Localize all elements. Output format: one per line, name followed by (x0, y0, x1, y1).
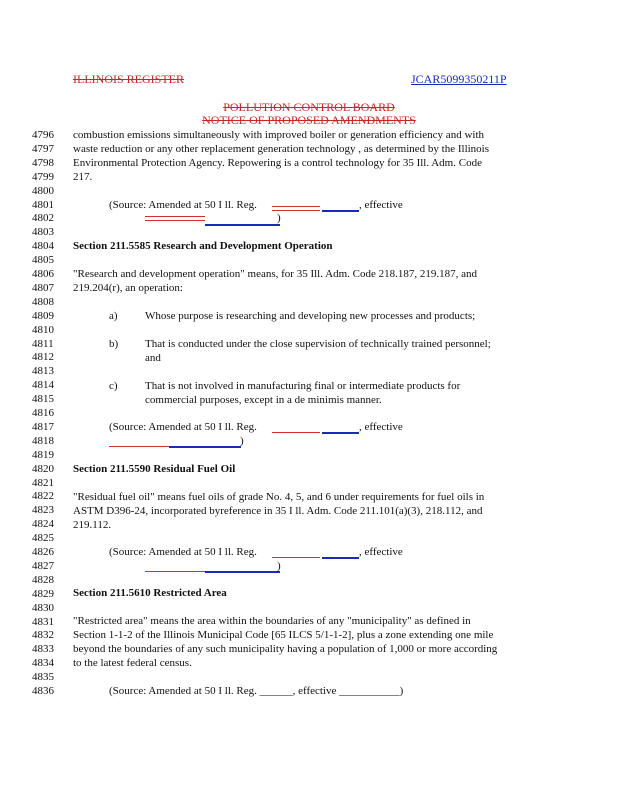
inserted-reg-blank (322, 432, 359, 434)
line-number: 4810 (32, 324, 54, 336)
line-number: 4826 (32, 546, 54, 558)
list-label: c) (109, 380, 118, 392)
deleted-reg-blank (272, 432, 320, 433)
effective-label: , effective (359, 421, 403, 433)
line-number: 4800 (32, 185, 54, 197)
line-number: 4808 (32, 296, 54, 308)
close-paren: ) (277, 560, 281, 572)
line-number: 4813 (32, 365, 54, 377)
line-number: 4801 (32, 199, 54, 211)
list-label: a) (109, 310, 118, 322)
line-number: 4816 (32, 407, 54, 419)
body-line: Environmental Protection Agency. Repowering is a control technology for 35 Ill. Adm. Code (73, 157, 482, 169)
line-number: 4831 (32, 616, 54, 628)
body-line: combustion emissions simultaneously with improved boiler or generation efficiency and with (73, 129, 484, 141)
line-number: 4812 (32, 351, 54, 363)
source-note-final: (Source: Amended at 50 I ll. Reg. ______, effective ___________) (109, 685, 404, 697)
register-title: ILLINOIS REGISTER (73, 72, 184, 86)
line-number: 4797 (32, 143, 54, 155)
line-number: 4832 (32, 629, 54, 641)
deleted-reg-blank (272, 557, 320, 558)
body-line: beyond the boundaries of any such municipality having a population of 1,000 or more according (73, 643, 498, 655)
line-number: 4828 (32, 574, 54, 586)
line-number: 4823 (32, 504, 54, 516)
section-heading: Section 211.5585 Research and Development Operation (73, 240, 333, 252)
line-number: 4830 (32, 602, 54, 614)
line-number: 4806 (32, 268, 54, 280)
body-line: 219.204(r), an operation: (73, 282, 183, 294)
line-number: 4803 (32, 226, 54, 238)
line-number: 4836 (32, 685, 54, 697)
line-number: 4833 (32, 643, 54, 655)
line-number: 4817 (32, 421, 54, 433)
line-number: 4799 (32, 171, 54, 183)
list-item: Whose purpose is researching and developing new processes and products; (145, 310, 476, 322)
list-item: and (145, 352, 161, 364)
line-number: 4820 (32, 463, 54, 475)
line-number: 4815 (32, 393, 54, 405)
line-number: 4825 (32, 532, 54, 544)
body-line: to the latest federal census. (73, 657, 192, 669)
section-heading: Section 211.5590 Residual Fuel Oil (73, 463, 236, 475)
close-paren: ) (240, 435, 244, 447)
line-number: 4796 (32, 129, 54, 141)
body-line: Section 1-1-2 of the Illinois Municipal Code [65 ILCS 5/1-1-2], plus a zone extending one mile (73, 629, 494, 641)
effective-label: , effective (359, 546, 403, 558)
line-number: 4821 (32, 477, 54, 489)
list-item: commercial purposes, except in a de minimis manner. (145, 394, 382, 406)
line-number: 4814 (32, 379, 54, 391)
inserted-reg-blank (322, 557, 359, 559)
line-number: 4827 (32, 560, 54, 572)
deleted-date-blank (145, 571, 205, 572)
line-number: 4824 (32, 518, 54, 530)
list-label: b) (109, 338, 119, 350)
deleted-reg-blank (272, 206, 320, 211)
line-number: 4802 (32, 212, 54, 224)
body-line: "Research and development operation" means, for 35 Ill. Adm. Code 218.187, 219.187, and (73, 268, 477, 280)
board-title: POLLUTION CONTROL BOARD (223, 100, 395, 114)
body-line: "Residual fuel oil" means fuel oils of grade No. 4, 5, and 6 under requirements for fuel oils in (73, 491, 485, 503)
section-heading: Section 211.5610 Restricted Area (73, 587, 227, 599)
line-number: 4798 (32, 157, 54, 169)
source-note: (Source: Amended at 50 I ll. Reg. (109, 421, 257, 433)
line-number: 4804 (32, 240, 54, 252)
list-item: That is not involved in manufacturing final or intermediate products for (145, 380, 461, 392)
line-number: 4829 (32, 588, 54, 600)
line-number: 4819 (32, 449, 54, 461)
effective-label: , effective (359, 199, 403, 211)
line-number: 4834 (32, 657, 54, 669)
list-item: That is conducted under the close supervision of technically trained personnel; (145, 338, 491, 350)
inserted-date-blank (169, 446, 241, 448)
close-paren: ) (277, 212, 281, 224)
notice-title: NOTICE OF PROPOSED AMENDMENTS (202, 113, 416, 127)
line-number: 4809 (32, 310, 54, 322)
line-number: 4835 (32, 671, 54, 683)
source-note: (Source: Amended at 50 I ll. Reg. (109, 199, 257, 211)
line-number: 4805 (32, 254, 54, 266)
line-number: 4822 (32, 490, 54, 502)
jcar-code: JCAR5099350211P (411, 72, 507, 86)
body-line: 217. (73, 171, 93, 183)
deleted-date-blank (145, 216, 205, 221)
line-number: 4818 (32, 435, 54, 447)
source-note: (Source: Amended at 50 I ll. Reg. (109, 546, 257, 558)
body-line: waste reduction or any other replacement generation technology , as determined by the Illinois (73, 143, 490, 155)
inserted-reg-blank (322, 210, 359, 212)
inserted-date-blank (205, 224, 280, 226)
line-number: 4811 (32, 338, 54, 350)
body-line: ASTM D396-24, incorporated byreference in 35 I ll. Adm. Code 211.101(a)(3), 218.112, and (73, 505, 483, 517)
line-number: 4807 (32, 282, 54, 294)
body-line: 219.112. (73, 519, 112, 531)
body-line: "Restricted area" means the area within the boundaries of any "municipality" as defined in (73, 615, 471, 627)
inserted-date-blank (205, 571, 280, 573)
deleted-date-blank (109, 446, 169, 447)
